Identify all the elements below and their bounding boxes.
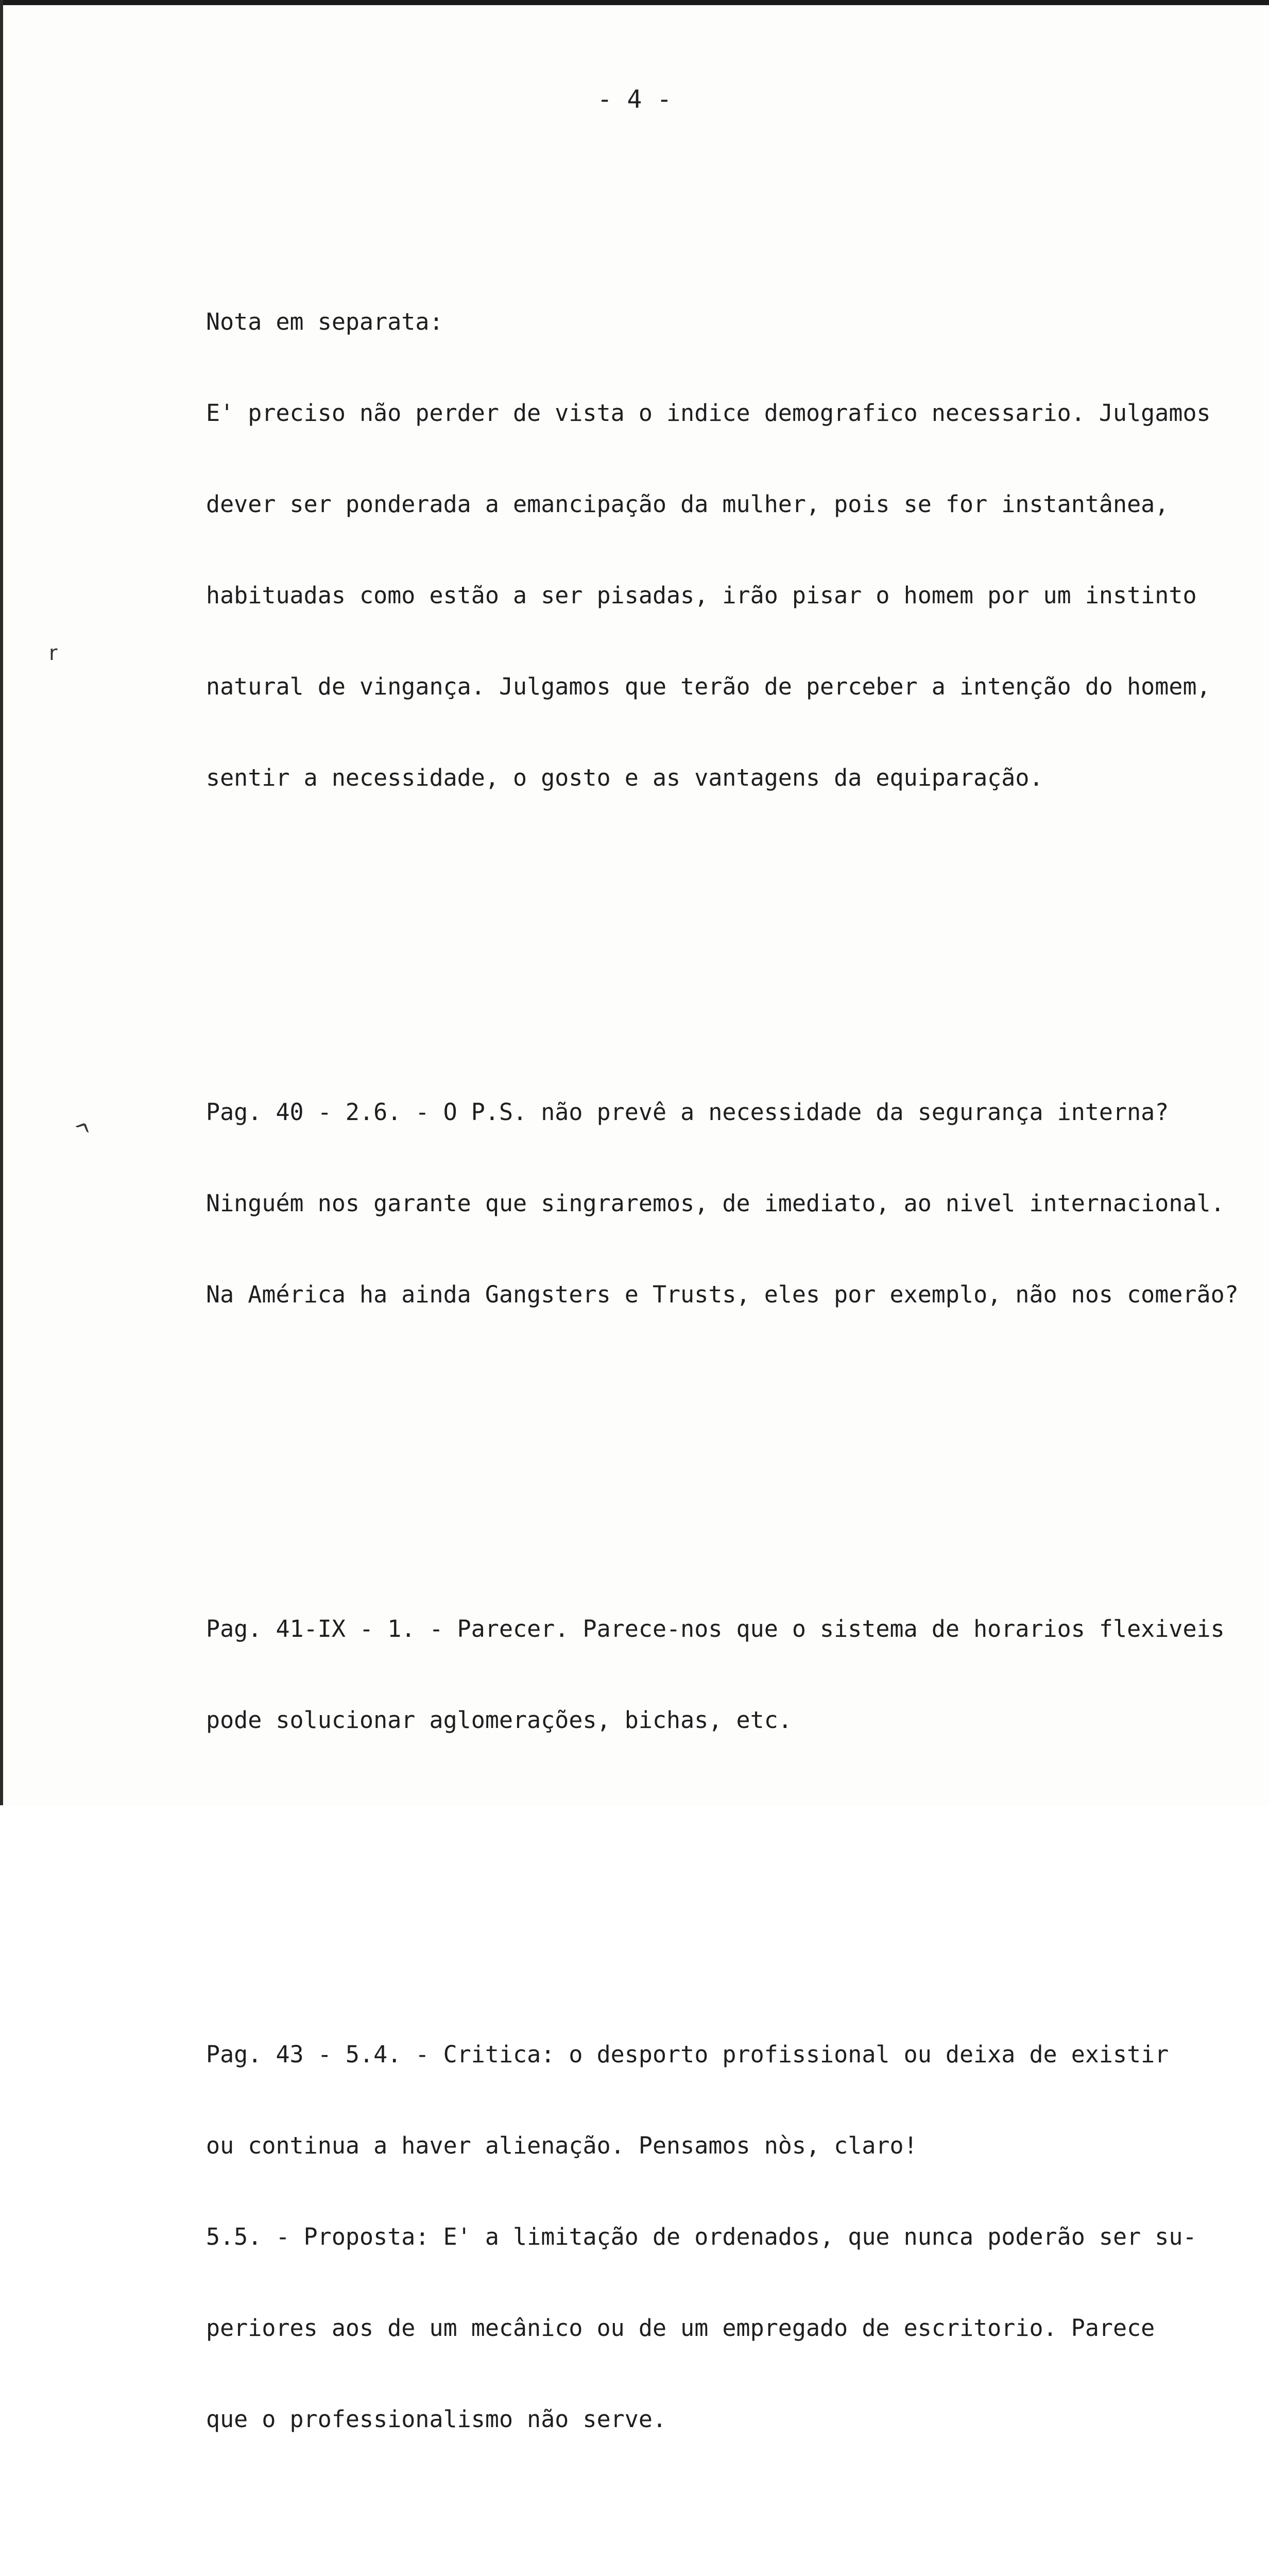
note-section	[206, 246, 1226, 854]
scan-edge-top	[0, 0, 1269, 5]
text-line: Pag. 41-IX - 1. - Parecer. Parece-nos que o sistema de horarios flexiveis	[206, 1615, 1225, 1642]
text-line: Na América ha ainda Gangsters e Trusts, eles por exemplo, não nos comerão?	[206, 1281, 1239, 1308]
paragraph-gap	[206, 914, 1226, 945]
margin-mark: ^	[66, 1115, 96, 1149]
text-line: E' preciso não perder de vista o indice demografico necessario. Julgamos	[206, 399, 1211, 427]
page-40-note	[206, 1036, 1239, 1370]
note-heading: Nota em separata:	[206, 308, 443, 335]
text-line: Pag. 43 - 5.4. - Critica: o desporto profissional ou deixa de existir	[206, 2041, 1169, 2068]
text-line: sentir a necessidade, o gosto e as vantagens da equiparação.	[206, 764, 1043, 791]
paragraph-gap	[206, 1431, 1226, 1462]
page-43-note	[206, 1978, 1226, 2495]
page-41-note	[206, 1553, 1226, 1796]
paragraph-gap	[206, 2556, 1226, 2576]
text-line: ou continua a haver alienação. Pensamos nòs, claro!	[206, 2132, 918, 2159]
text-line: pode solucionar aglomerações, bichas, etc.	[206, 1706, 792, 1734]
text-line: que o professionalismo não serve.	[206, 2405, 667, 2433]
document-body	[206, 155, 1239, 2576]
text-line: habituadas como estão a ser pisadas, irão pisar o homem por um instinto	[206, 582, 1197, 609]
page-number: - 4 -	[597, 85, 672, 114]
scan-edge-left	[0, 0, 3, 1805]
paragraph-gap	[206, 1857, 1226, 1887]
text-line: dever ser ponderada a emancipação da mulher, pois se for instantânea,	[206, 490, 1169, 518]
text-line: periores aos de um mecânico ou de um empregado de escritorio. Parece	[206, 2314, 1155, 2342]
text-line: natural de vingança. Julgamos que terão de perceber a intenção do homem,	[206, 673, 1211, 700]
margin-mark: r	[49, 641, 58, 665]
text-line: 5.5. - Proposta: E' a limitação de ordenados, que nunca poderão ser su-	[206, 2223, 1197, 2250]
text-line: Pag. 40 - 2.6. - O P.S. não prevê a necessidade da segurança interna?	[206, 1098, 1169, 1126]
text-line: Ninguém nos garante que singraremos, de imediato, ao nivel internacional.	[206, 1190, 1225, 1217]
